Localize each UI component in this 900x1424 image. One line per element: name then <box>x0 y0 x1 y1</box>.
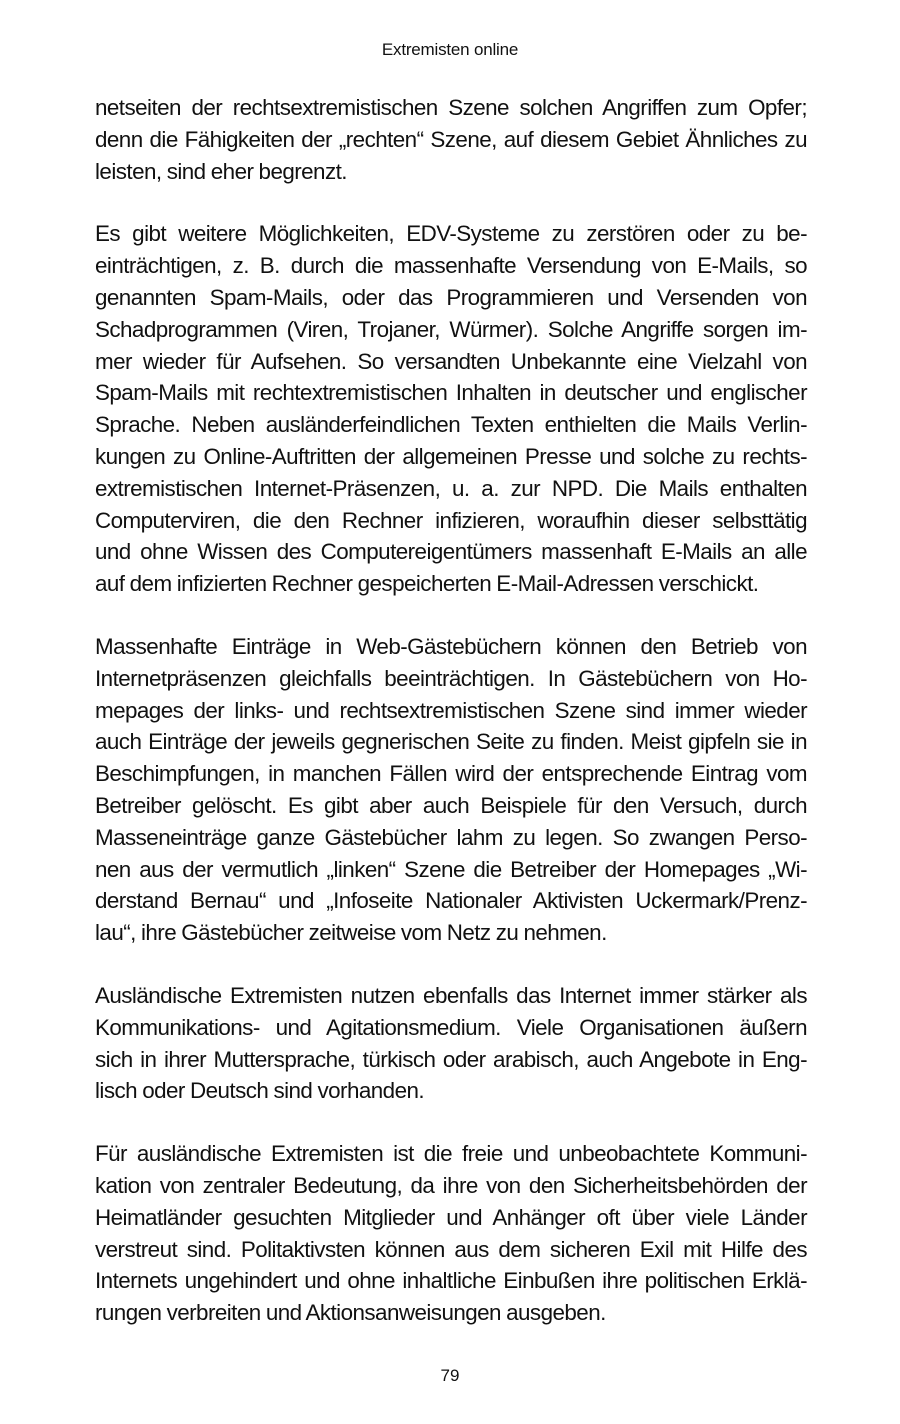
text-line: Für ausländische Extremisten ist die freie und unbeobachtete Kommuni- <box>95 1141 807 1167</box>
text-line: denn die Fähigkeiten der „rechten“ Szene, auf diesem Gebiet Ähnliches zu <box>95 126 807 152</box>
text-line: Es gibt weitere Möglichkeiten, EDV-Systeme zu zerstören oder zu be- <box>95 221 807 247</box>
text-line: Beschimpfungen, in manchen Fällen wird der entsprechende Eintrag vom <box>95 761 807 787</box>
text-line: Computerviren, die den Rechner infizieren, woraufhin dieser selbsttätig <box>95 507 807 533</box>
paragraph-4 <box>95 980 807 1107</box>
text-line: verstreut sind. Politaktivsten können aus dem sicheren Exil mit Hilfe des <box>95 1236 807 1262</box>
text-line: mer wieder für Aufsehen. So versandten Unbekannte eine Vielzahl von <box>95 348 807 374</box>
text-line: netseiten der rechtsextremistischen Szene solchen Angriffen zum Opfer; <box>95 95 807 120</box>
text-line: derstand Bernau“ und „Infoseite Nationaler Aktivisten Uckermark/Prenz- <box>95 888 807 914</box>
text-line: leisten, sind eher begrenzt. <box>95 158 347 184</box>
paragraph-3 <box>95 631 807 949</box>
text-line: Masseneinträge ganze Gästebücher lahm zu legen. So zwangen Perso- <box>95 824 807 850</box>
text-line: lau“, ihre Gästebücher zeitweise vom Netz zu nehmen. <box>95 920 607 946</box>
text-line: kungen zu Online-Auftritten der allgemeinen Presse und solche zu rechts- <box>95 443 807 469</box>
text-line: Betreiber gelöscht. Es gibt aber auch Beispiele für den Versuch, durch <box>95 792 807 818</box>
text-line: Spam-Mails mit rechtextremistischen Inhalten in deutscher und englischer <box>95 380 807 406</box>
text-line: auch Einträge der jeweils gegnerischen Seite zu finden. Meist gipfeln sie in <box>95 729 807 755</box>
text-line: lisch oder Deutsch sind vorhanden. <box>95 1078 425 1104</box>
text-line: nen aus der vermutlich „linken“ Szene die Betreiber der Homepages „Wi- <box>95 856 807 882</box>
text-line: Ausländische Extremisten nutzen ebenfalls das Internet immer stärker als <box>95 982 807 1008</box>
text-line: Kommunikations- und Agitationsmedium. Viele Organisationen äußern <box>95 1014 807 1040</box>
text-line: einträchtigen, z. B. durch die massenhafte Versendung von E-Mails, so <box>95 253 807 279</box>
paragraph-1 <box>95 92 807 187</box>
paragraph-2 <box>95 218 807 600</box>
running-header: Extremisten online <box>381 40 519 59</box>
text-line: genannten Spam-Mails, oder das Programmieren und Versenden von <box>95 284 807 310</box>
text-line: und ohne Wissen des Computereigentümers massenhaft E-Mails an alle <box>95 539 807 565</box>
text-line: kation von zentraler Bedeutung, da ihre von den Sicherheitsbehörden der <box>95 1172 807 1198</box>
text-line: Massenhafte Einträge in Web-Gästebüchern können den Betrieb von <box>95 633 807 659</box>
text-line: extremistischen Internet-Präsenzen, u. a. zur NPD. Die Mails enthalten <box>95 475 807 501</box>
text-line: Schadprogrammen (Viren, Trojaner, Würmer). Solche Angriffe sorgen im- <box>95 316 807 342</box>
body-text <box>95 92 807 1360</box>
text-line: Internetpräsenzen gleichfalls beeinträchtigen. In Gästebüchern von Ho- <box>95 665 807 691</box>
text-line: rungen verbreiten und Aktionsanweisungen ausgeben. <box>95 1300 606 1326</box>
page-number: 79 <box>440 1366 460 1385</box>
paragraph-5 <box>95 1138 807 1329</box>
text-line: Heimatländer gesuchten Mitglieder und Anhänger oft über viele Länder <box>95 1204 807 1230</box>
text-line: mepages der links- und rechtsextremistischen Szene sind immer wieder <box>95 697 807 723</box>
text-line: sich in ihrer Muttersprache, türkisch oder arabisch, auch Angebote in Eng- <box>95 1046 807 1072</box>
text-line: Sprache. Neben ausländerfeindlichen Texten enthielten die Mails Verlin- <box>95 412 807 438</box>
text-line: auf dem infizierten Rechner gespeicherten E-Mail-Adressen verschickt. <box>95 571 759 597</box>
text-line: Internets ungehindert und ohne inhaltliche Einbußen ihre politischen Erklä- <box>95 1268 807 1294</box>
